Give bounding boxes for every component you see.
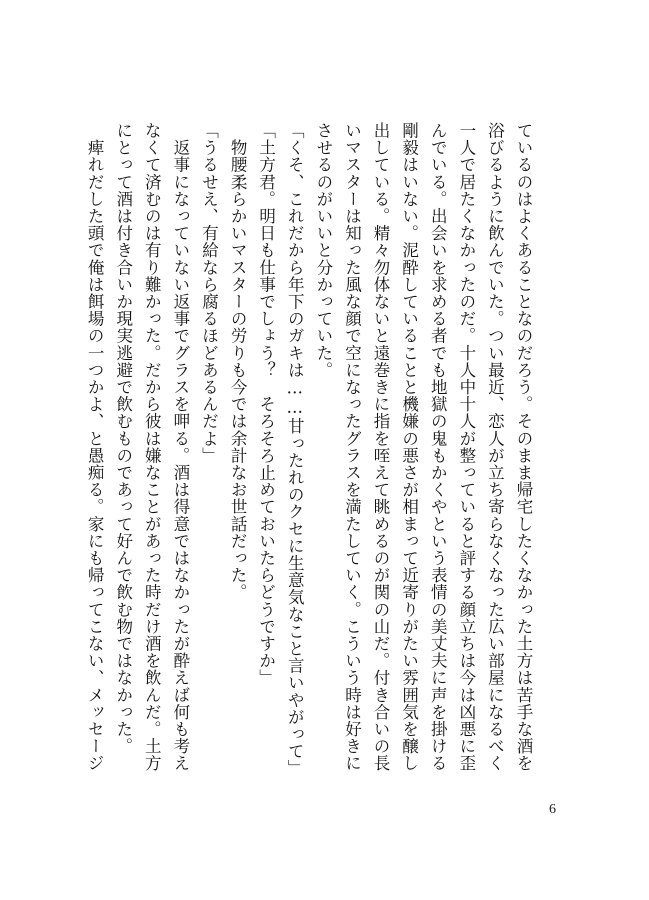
dialogue-line: 「うるせえ、有給なら腐るほどあるんだよ」 — [199, 122, 219, 464]
text-line: させるのがいいと分かっていた。 — [313, 122, 333, 379]
text-line: 物腰柔らかいマスターの労りも今では余計なお世話だった。 — [228, 122, 248, 601]
text-line: んでいる。出会いを求める者でも地獄の鬼もかくやという表情の美丈夫に声を掛ける — [428, 122, 448, 772]
text-line: にとって酒は付き合いか現実逃避で飲むものであって好んで飲む物ではなかった。 — [113, 122, 133, 755]
text-line: 一人で居たくなかったのだ。十人中十人が整っていると評する顔立ちは今は凶悪に歪 — [456, 122, 476, 772]
text-line: いマスターは知った風な顔で空になったグラスを満たしていく。こういう時は好きに — [342, 122, 362, 772]
text-line: ているのはよくあることなのだろう。そのまま帰宅したくなかった土方は苦手な酒を — [514, 122, 533, 772]
text-line: 痺れだした頭で俺は餌場の一つかよ、と愚痴る。家にも帰ってこない、メッセージ — [85, 122, 105, 772]
dialogue-line: 「くそ、これだから年下のガキは……甘ったれのクセに生意気なこと言いやがって」 — [285, 122, 305, 777]
text-line: 剛毅はいない。泥酔していることと機嫌の悪さが相まって近寄りがたい雰囲気を醸し — [399, 122, 419, 772]
text-line: 浴びるように飲んでいた。つい最近、恋人が立ち寄らなくなった広い部屋になるべく — [485, 122, 505, 772]
vertical-text-block — [85, 122, 537, 782]
text-line: なくて済むのは有り難かった。だから彼は嫌なことがあった時だけ酒を飲んだ。土方 — [142, 122, 162, 772]
text-line: 出している。精々勿体ないと遠巻きに指を咥えて眺めるのが関の山だ。付き合いの長 — [371, 122, 391, 772]
page-number: 6 — [549, 802, 556, 817]
text-line: 返事になっていない返事でグラスを呷る。酒は得意ではなかったが酔えば何も考え — [170, 122, 190, 772]
dialogue-line: 「土方君。明日も仕事でしょう？ そろそろ止めておいたらどうですか」 — [256, 122, 276, 687]
